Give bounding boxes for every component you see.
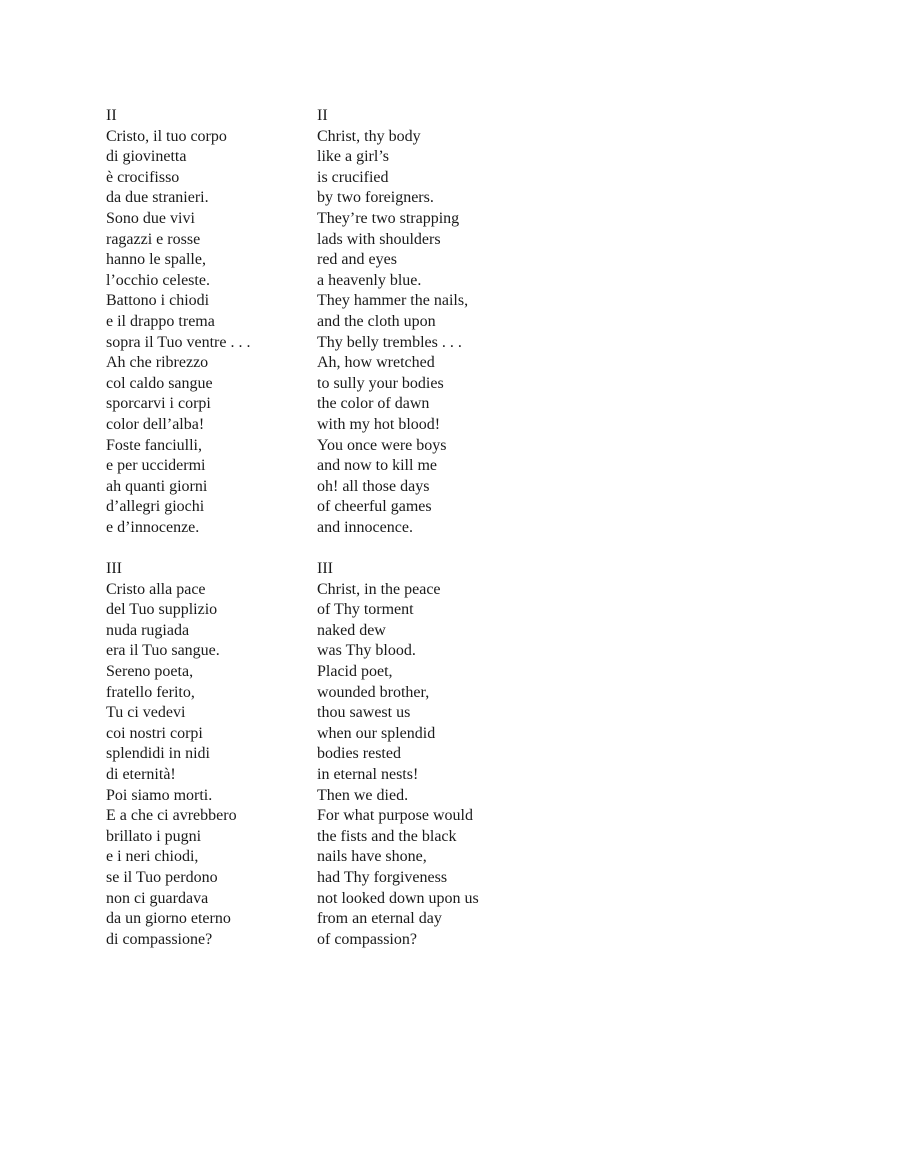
poem-line: when our splendid bbox=[317, 724, 436, 742]
english-section-iii bbox=[317, 559, 577, 950]
poem-line: They’re two strapping bbox=[317, 209, 460, 227]
poem-line: sopra il Tuo ventre . . . bbox=[106, 333, 251, 351]
poem-line: like a girl’s bbox=[317, 148, 389, 166]
poem-line: l’occhio celeste. bbox=[106, 271, 210, 289]
poem-line: Foste fanciulli, bbox=[106, 436, 202, 454]
poem-line: in eternal nests! bbox=[317, 766, 419, 783]
poem-line: di compassione? bbox=[106, 930, 213, 948]
poem-line: Ah che ribrezzo bbox=[106, 354, 209, 372]
section-numeral: II bbox=[106, 107, 117, 124]
poem-line: ah quanti giorni bbox=[106, 477, 208, 495]
poem-line: bodies rested bbox=[317, 745, 401, 763]
poem-line: not looked down upon us bbox=[317, 889, 479, 907]
section-numeral: III bbox=[106, 560, 122, 578]
poem-line: d’allegri giochi bbox=[106, 498, 205, 516]
poem-line: color dell’alba! bbox=[106, 415, 205, 433]
poem-line: di giovinetta bbox=[106, 148, 187, 166]
poem-line: lads with shoulders bbox=[317, 230, 441, 248]
poem-line: coi nostri corpi bbox=[106, 724, 203, 742]
poem-line: del Tuo supplizio bbox=[106, 601, 218, 619]
poem-line: ragazzi e rosse bbox=[106, 230, 201, 248]
poem-line: Then we died. bbox=[317, 786, 409, 804]
poem-line: They hammer the nails, bbox=[317, 292, 469, 310]
english-column bbox=[317, 106, 577, 950]
poem-line: da un giorno eterno bbox=[106, 910, 231, 928]
poem-line: nails have shone, bbox=[317, 848, 427, 866]
poem-line: is crucified bbox=[317, 168, 389, 186]
poem-line: e per uccidermi bbox=[106, 457, 206, 475]
poem-line: was Thy blood. bbox=[317, 642, 416, 660]
poem-line: For what purpose would bbox=[317, 807, 473, 825]
section-numeral: II bbox=[317, 107, 328, 124]
poem-line: by two foreigners. bbox=[317, 189, 434, 207]
poem-line: da due stranieri. bbox=[106, 189, 209, 207]
poem-line: brillato i pugni bbox=[106, 827, 202, 845]
poem-line: Placid poet, bbox=[317, 663, 393, 681]
poem-line: Thy belly trembles . . . bbox=[317, 333, 462, 351]
poem-line: fratello ferito, bbox=[106, 683, 195, 701]
poem-line: of cheerful games bbox=[317, 498, 432, 516]
poem-line: the color of dawn bbox=[317, 395, 430, 413]
poem-line: with my hot blood! bbox=[317, 415, 441, 433]
section-numeral: III bbox=[317, 560, 333, 578]
poem-line: from an eternal day bbox=[317, 910, 442, 928]
poem-line: e d’innocenze. bbox=[106, 518, 200, 536]
poem-line: Battono i chiodi bbox=[106, 292, 210, 310]
poem-line: hanno le spalle, bbox=[106, 251, 206, 269]
poem-line: Christ, thy body bbox=[317, 127, 421, 145]
poem-line: Tu ci vedevi bbox=[106, 704, 186, 722]
poem-line: to sully your bodies bbox=[317, 374, 444, 392]
poem-line: of compassion? bbox=[317, 930, 417, 948]
poem-line: and now to kill me bbox=[317, 457, 437, 475]
poem-line: Cristo, il tuo corpo bbox=[106, 127, 227, 145]
poem-line: a heavenly blue. bbox=[317, 271, 422, 289]
poem-line: sporcarvi i corpi bbox=[106, 395, 211, 413]
poem-line: oh! all those days bbox=[317, 477, 430, 495]
poem-line: nuda rugiada bbox=[106, 621, 190, 639]
poem-line: Sono due vivi bbox=[106, 209, 195, 227]
poem-line: e il drappo trema bbox=[106, 312, 215, 330]
english-section-ii bbox=[317, 106, 577, 538]
poem-line: had Thy forgiveness bbox=[317, 868, 448, 886]
poem-line: and the cloth upon bbox=[317, 312, 436, 330]
poem-line: col caldo sangue bbox=[106, 374, 213, 392]
poem-line: era il Tuo sangue. bbox=[106, 642, 220, 660]
poem-line: thou sawest us bbox=[317, 704, 411, 722]
poem-line: the fists and the black bbox=[317, 827, 457, 845]
poem-line: Ah, how wretched bbox=[317, 354, 435, 372]
poem-line: e i neri chiodi, bbox=[106, 848, 199, 866]
poem-line: and innocence. bbox=[317, 518, 413, 536]
poem-line: di eternità! bbox=[106, 766, 176, 783]
poem-line: splendidi in nidi bbox=[106, 745, 210, 763]
poem-line: wounded brother, bbox=[317, 683, 430, 701]
poem-line: Cristo alla pace bbox=[106, 580, 206, 598]
poem-line: You once were boys bbox=[317, 436, 447, 454]
poem-line: Poi siamo morti. bbox=[106, 786, 213, 804]
poem-line: Christ, in the peace bbox=[317, 580, 441, 598]
poem-line: red and eyes bbox=[317, 251, 397, 269]
poem-line: è crocifisso bbox=[106, 168, 180, 186]
poem-line: E a che ci avrebbero bbox=[106, 807, 237, 825]
poem-line: naked dew bbox=[317, 621, 386, 639]
poem-line: non ci guardava bbox=[106, 889, 209, 907]
poem-line: se il Tuo perdono bbox=[106, 868, 218, 886]
poem-line: Sereno poeta, bbox=[106, 663, 194, 681]
poem-line: of Thy torment bbox=[317, 601, 414, 619]
